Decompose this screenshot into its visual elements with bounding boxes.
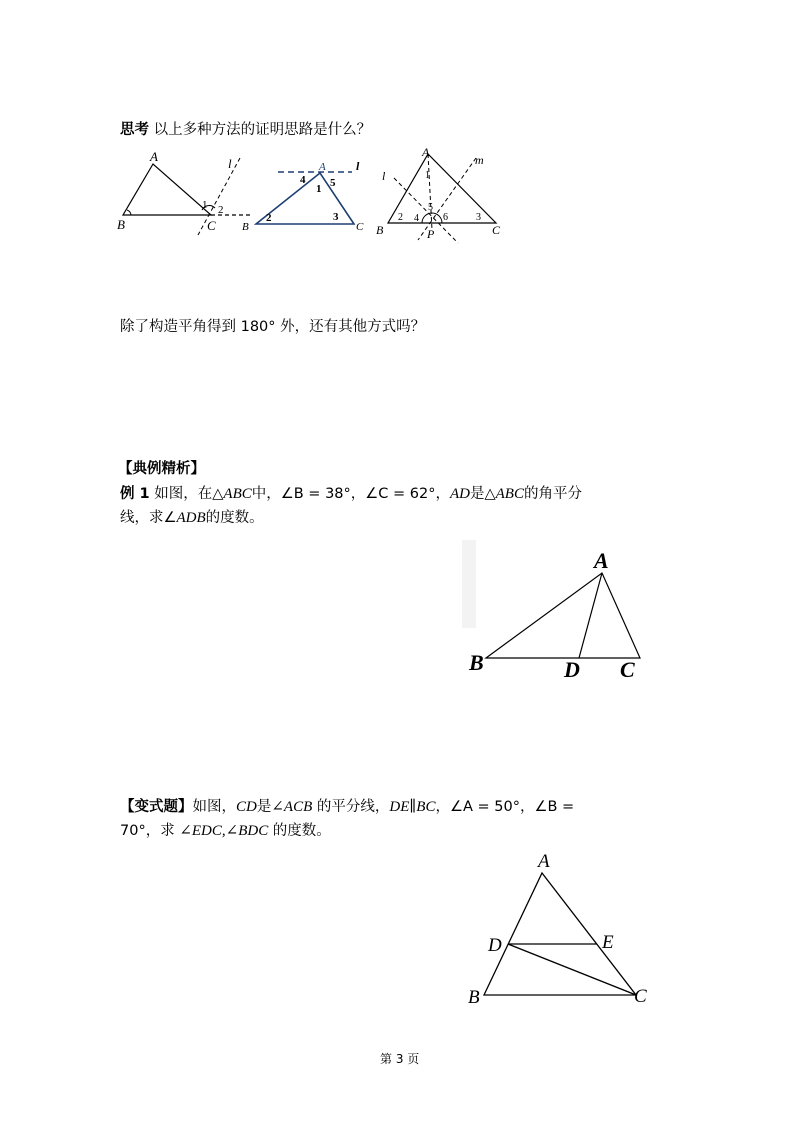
triangle-symbol: △ [212,486,224,502]
variant-angles: ，∠A = 50°，∠B = [435,799,575,815]
angle-symbol: ∠ [163,510,177,526]
example1-label: 例 1 [120,486,150,502]
figure-example1-triangle [462,540,652,690]
fig5-label-e: E [602,932,614,953]
fig3-label-c: C [492,223,501,237]
figure-parallel-line [240,158,375,236]
fig1-label-l: l [228,156,232,171]
think-line [120,119,371,141]
fig3-label-6: 6 [443,212,448,223]
fig1-label-b: B [117,217,125,232]
think-label: 思考 [120,122,149,138]
example1-line1 [120,483,582,505]
think-question: 以上多种方法的证明思路是什么？ [153,122,372,138]
fig4-label-c: C [620,657,635,682]
fig4-label-b: B [469,650,484,675]
fig3-label-l: l [382,169,386,183]
variant-text: 的平分线， [312,799,390,815]
variant-text: 如图， [192,799,236,815]
angles-edc-bdc: ∠EDC,∠BDC [179,823,269,839]
fig2-label-5: 5 [330,177,336,189]
angle-name: ADB [176,510,206,526]
segment-cd: CD [236,799,257,815]
fig1-label-1: 1 [202,199,208,211]
fig4-label-a: A [594,548,609,573]
fig2-label-3: 3 [333,211,339,223]
variant-line2 [120,820,331,842]
triangle-name: ABC [495,486,524,502]
fig3-label-p: P [427,227,435,241]
triangle-name: ABC [223,486,252,502]
fig5-label-b: B [468,987,480,1008]
parallel-de-bc: DE∥BC [389,799,436,815]
figure-exterior-angle [115,148,260,238]
fig1-label-a: A [150,149,158,164]
fig4-label-d: D [564,657,580,682]
fig5-label-d: D [488,935,502,956]
fig2-label-4: 4 [300,174,306,186]
variant-label: 【变式题】 [120,799,193,815]
page-number: 第 3 页 [380,1052,420,1066]
fig2-label-a: A [319,161,326,173]
other-methods-question: 除了构造平角得到 180° 外，还有其他方式吗？ [120,319,426,335]
example1-text: 的角平分 [523,486,582,502]
example1-text: 线，求 [120,510,164,526]
fig2-label-l: l [356,159,360,173]
fig3-label-1: 1 [425,170,430,181]
fig2-label-1: 1 [316,183,322,195]
variant-text: 70°，求 [120,823,180,839]
variant-text: 的度数。 [268,823,331,839]
fig3-label-4: 4 [414,213,419,224]
fig3-label-3: 3 [476,212,481,223]
variant-line1 [120,796,574,818]
fig2-label-b: B [242,221,249,233]
fig3-label-a: A [422,148,430,159]
figure-variant-triangle [462,845,662,1010]
example1-text: 是 [469,486,485,502]
examples-header: 【典例精析】 [118,461,205,477]
fig5-label-a: A [538,851,550,872]
figure-point-on-side [372,148,512,244]
fig1-label-2: 2 [218,204,224,216]
example1-angles: 中，∠B = 38°，∠C = 62°， [251,486,450,502]
fig2-label-c: C [356,221,364,233]
example1-line2 [120,507,264,529]
variant-text: 是 [256,799,272,815]
triangle-symbol: △ [484,486,496,502]
segment-ad: AD [449,486,470,502]
fig3-label-m: m [475,153,484,167]
fig5-label-c: C [634,986,647,1007]
fig2-label-2: 2 [266,212,272,224]
angle-acb: ∠ACB [271,799,313,815]
fig1-label-c: C [207,218,216,233]
fig3-label-2: 2 [398,212,403,223]
example1-text: 如图，在 [154,486,213,502]
fig3-label-5: 5 [428,202,433,213]
fig3-label-b: B [376,223,384,237]
example1-text: 的度数。 [205,510,264,526]
